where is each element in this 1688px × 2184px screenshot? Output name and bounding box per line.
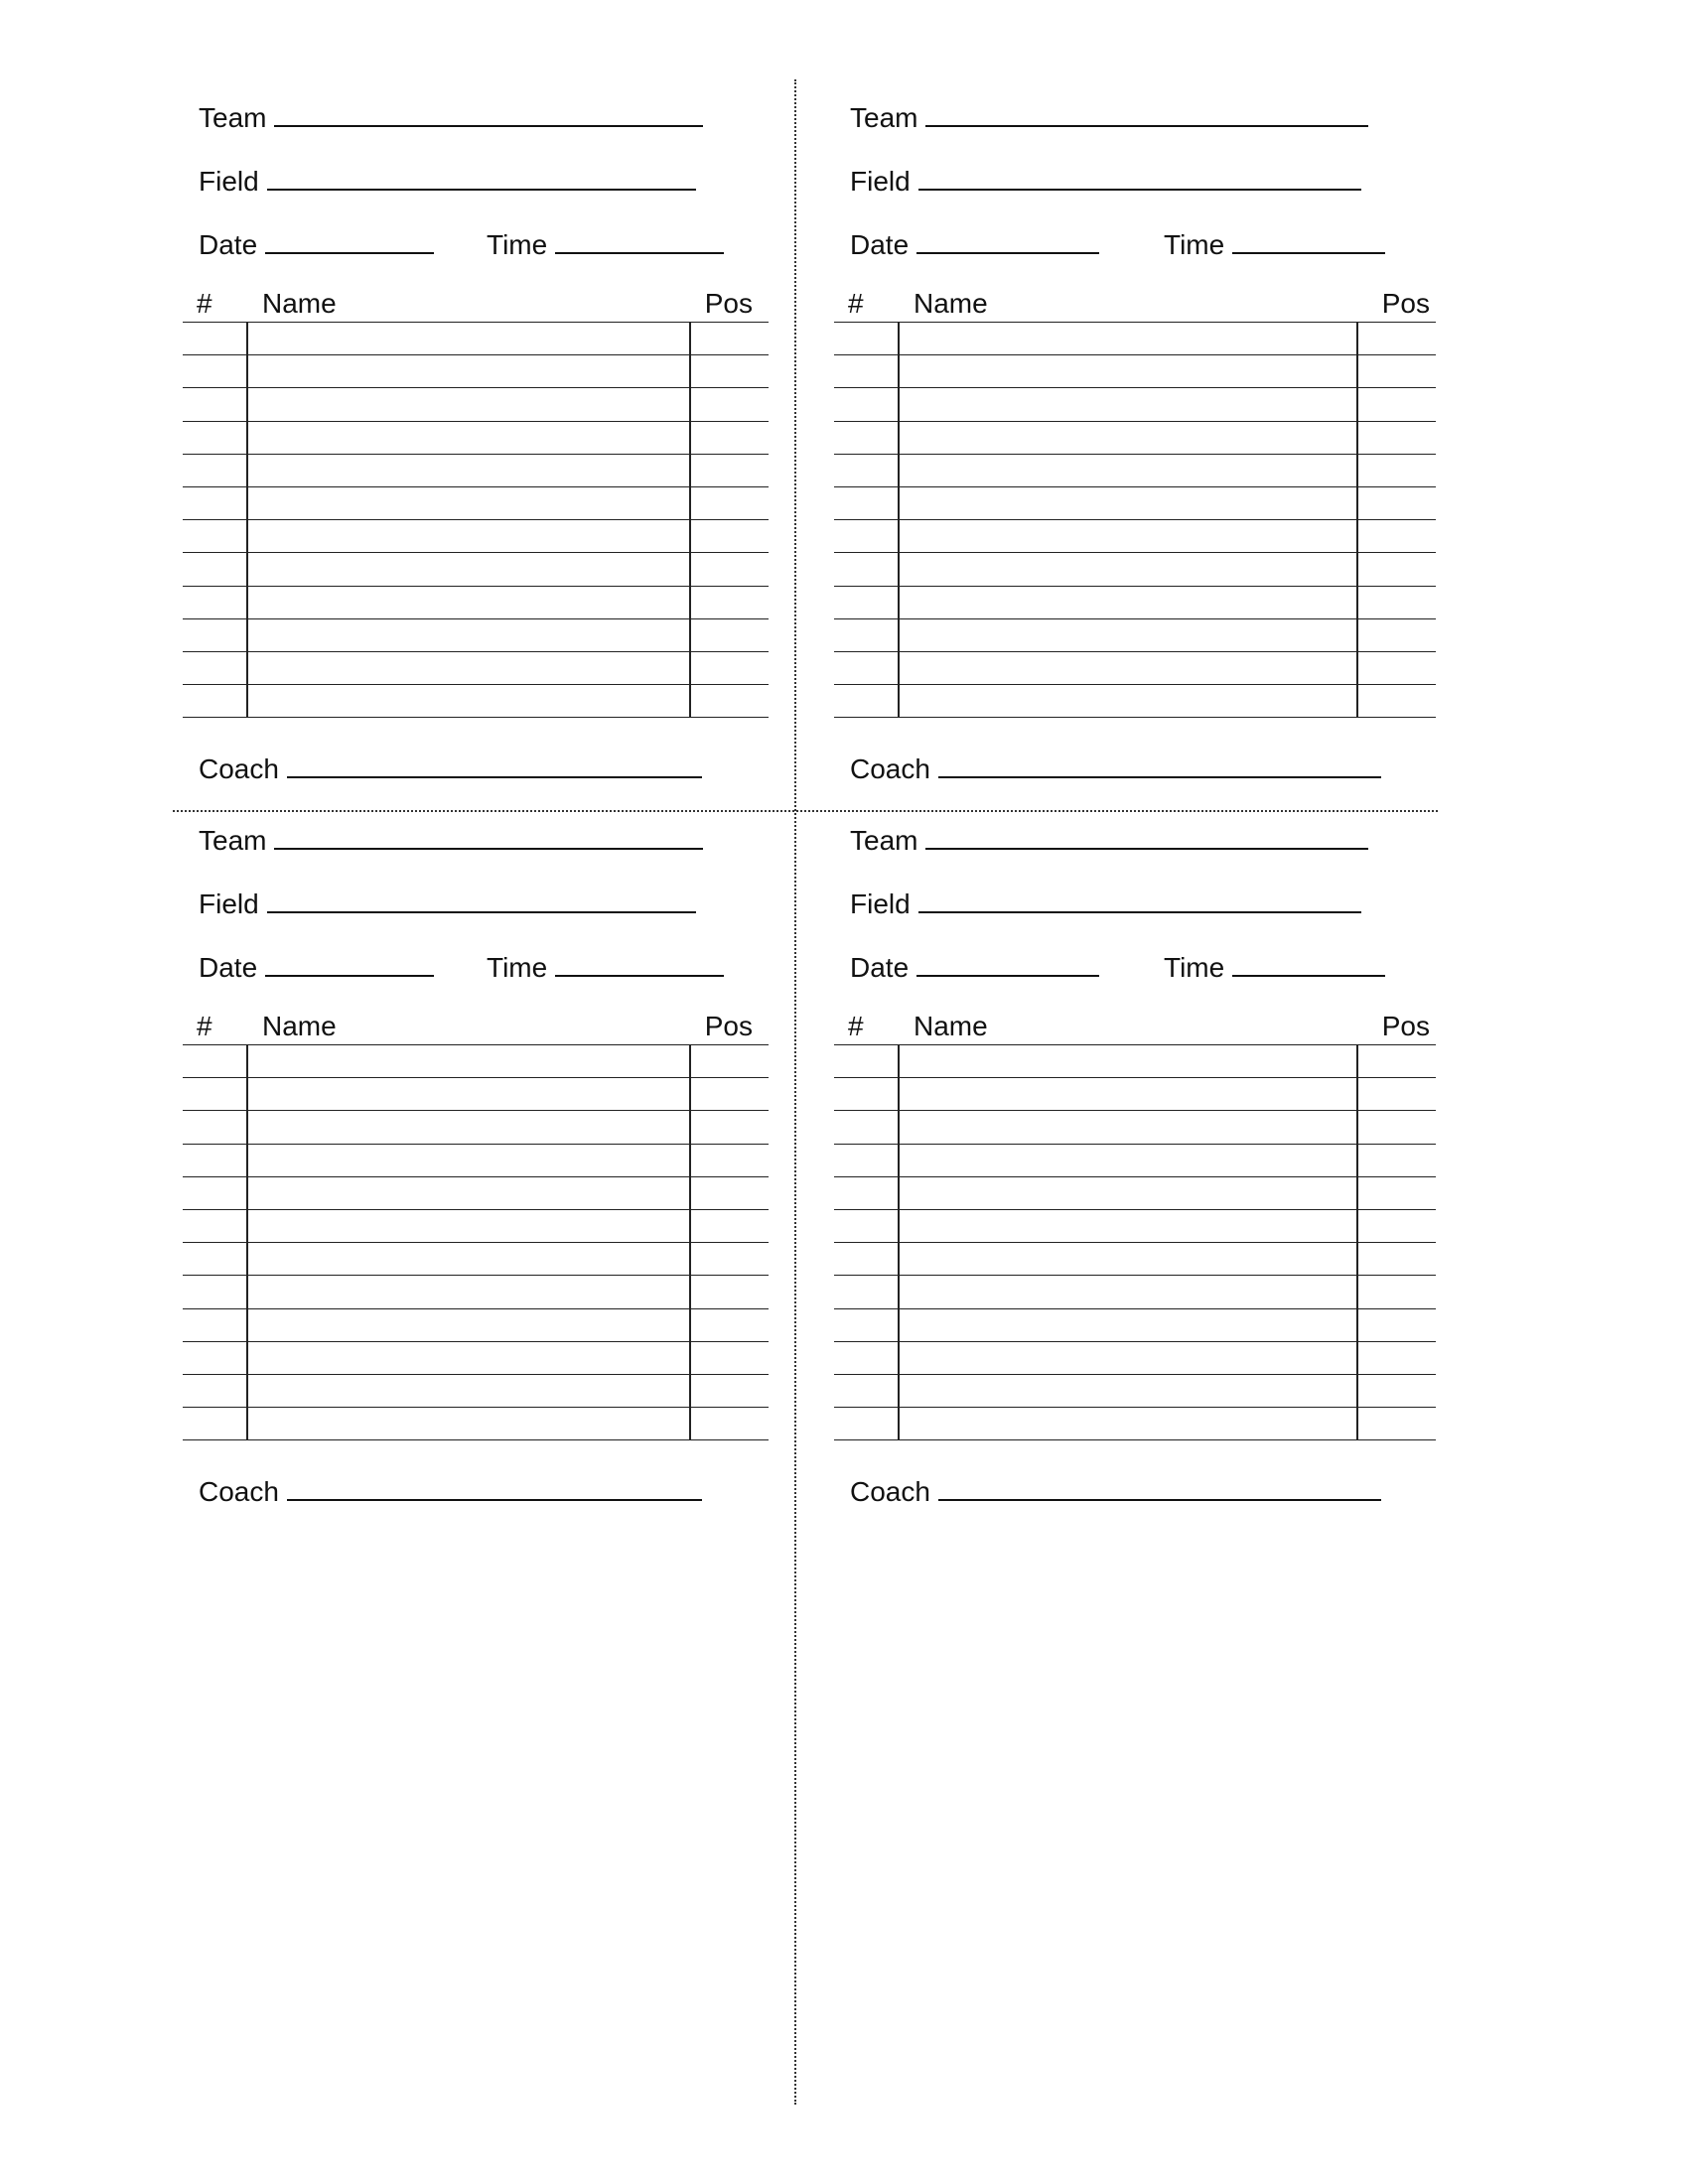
- roster-row-line: [834, 454, 1436, 455]
- roster-row-line: [183, 1407, 769, 1408]
- vertical-cut-line: [794, 79, 796, 2105]
- roster-grid[interactable]: [183, 1044, 769, 1439]
- roster-row-line: [834, 486, 1436, 487]
- time-label: Time: [1164, 229, 1225, 260]
- roster-column-line: [246, 1044, 248, 1439]
- field-row: [850, 886, 1361, 920]
- roster-row-line: [183, 1044, 769, 1045]
- roster-row-line: [834, 1308, 1436, 1309]
- coach-row: [199, 1473, 702, 1508]
- date-label: Date: [850, 952, 910, 983]
- date-row: [850, 949, 1099, 984]
- coach-label: Coach: [850, 1476, 930, 1507]
- roster-row-line: [834, 1242, 1436, 1243]
- roster-row-line: [834, 618, 1436, 619]
- team-blank[interactable]: [925, 822, 1368, 850]
- coach-label: Coach: [850, 753, 930, 784]
- time-row: [1164, 949, 1385, 984]
- roster-row-line: [834, 1176, 1436, 1177]
- column-header-name: Name: [262, 1011, 337, 1041]
- team-field-row: [850, 822, 1368, 857]
- team-blank[interactable]: [925, 99, 1368, 127]
- team-field-row: [199, 99, 703, 134]
- time-row: [487, 226, 724, 261]
- date-label: Date: [199, 229, 258, 260]
- roster-row-line: [183, 1110, 769, 1111]
- roster-row-line: [834, 1439, 1436, 1440]
- coach-blank[interactable]: [938, 1473, 1381, 1501]
- roster-row-line: [834, 1144, 1436, 1145]
- date-blank[interactable]: [916, 949, 1099, 977]
- roster-row-line: [183, 454, 769, 455]
- field-label: Field: [199, 166, 259, 197]
- roster-row-line: [183, 1209, 769, 1210]
- roster-row-line: [834, 1407, 1436, 1408]
- column-header-number: #: [848, 288, 864, 319]
- coach-row: [850, 1473, 1381, 1508]
- coach-row: [850, 751, 1381, 785]
- roster-row-line: [834, 421, 1436, 422]
- roster-column-line: [898, 1044, 900, 1439]
- coach-blank[interactable]: [938, 751, 1381, 778]
- column-header-name: Name: [262, 288, 337, 319]
- roster-column-line: [898, 322, 900, 717]
- roster-row-line: [183, 684, 769, 685]
- roster-row-line: [834, 1044, 1436, 1045]
- time-blank[interactable]: [555, 226, 724, 254]
- column-header-name: Name: [914, 1011, 988, 1041]
- date-label: Date: [850, 229, 910, 260]
- lineup-card-top-right: [834, 95, 1430, 810]
- field-blank[interactable]: [267, 886, 696, 913]
- field-row: [850, 163, 1361, 198]
- coach-label: Coach: [199, 753, 279, 784]
- roster-row-line: [834, 651, 1436, 652]
- lineup-card-bottom-right: [834, 818, 1430, 1533]
- roster-row-line: [183, 1341, 769, 1342]
- time-label: Time: [1164, 952, 1225, 983]
- date-row: [199, 949, 434, 984]
- column-header-number: #: [848, 1011, 864, 1041]
- roster-row-line: [183, 486, 769, 487]
- roster-row-line: [183, 1275, 769, 1276]
- team-label: Team: [850, 825, 918, 856]
- roster-row-line: [183, 1242, 769, 1243]
- coach-blank[interactable]: [287, 751, 702, 778]
- coach-blank[interactable]: [287, 1473, 702, 1501]
- column-header-number: #: [197, 288, 212, 319]
- roster-column-line: [689, 322, 691, 717]
- roster-row-line: [834, 552, 1436, 553]
- date-row: [199, 226, 434, 261]
- roster-row-line: [834, 1341, 1436, 1342]
- roster-row-line: [183, 586, 769, 587]
- date-row: [850, 226, 1099, 261]
- roster-row-line: [183, 651, 769, 652]
- roster-row-line: [183, 552, 769, 553]
- roster-row-line: [834, 1077, 1436, 1078]
- field-row: [199, 886, 696, 920]
- time-row: [1164, 226, 1385, 261]
- roster-row-line: [834, 717, 1436, 718]
- roster-grid[interactable]: [183, 322, 769, 717]
- time-label: Time: [487, 229, 548, 260]
- field-blank[interactable]: [918, 163, 1361, 191]
- date-blank[interactable]: [265, 226, 434, 254]
- coach-label: Coach: [199, 1476, 279, 1507]
- column-header-name: Name: [914, 288, 988, 319]
- field-label: Field: [850, 166, 911, 197]
- column-header-pos: Pos: [704, 1011, 753, 1041]
- roster-row-line: [183, 519, 769, 520]
- time-row: [487, 949, 724, 984]
- roster-row-line: [834, 586, 1436, 587]
- roster-row-line: [834, 1374, 1436, 1375]
- date-blank[interactable]: [265, 949, 434, 977]
- column-header-pos: Pos: [1381, 1011, 1430, 1041]
- team-label: Team: [199, 825, 267, 856]
- roster-row-line: [183, 1144, 769, 1145]
- horizontal-cut-line: [173, 810, 1438, 812]
- roster-column-line: [1356, 322, 1358, 717]
- team-field-row: [199, 822, 703, 857]
- time-blank[interactable]: [555, 949, 724, 977]
- team-label: Team: [199, 102, 267, 133]
- roster-row-line: [834, 1110, 1436, 1111]
- field-blank[interactable]: [918, 886, 1361, 913]
- roster-row-line: [183, 1176, 769, 1177]
- roster-row-line: [183, 421, 769, 422]
- roster-row-line: [834, 354, 1436, 355]
- team-blank[interactable]: [274, 99, 703, 127]
- roster-row-line: [834, 519, 1436, 520]
- field-blank[interactable]: [267, 163, 696, 191]
- roster-row-line: [834, 387, 1436, 388]
- roster-column-line: [1356, 1044, 1358, 1439]
- roster-column-line: [689, 1044, 691, 1439]
- roster-row-line: [183, 1308, 769, 1309]
- roster-column-line: [246, 322, 248, 717]
- column-header-number: #: [197, 1011, 212, 1041]
- roster-row-line: [183, 322, 769, 323]
- roster-row-line: [183, 354, 769, 355]
- team-blank[interactable]: [274, 822, 703, 850]
- roster-row-line: [834, 684, 1436, 685]
- roster-grid[interactable]: [834, 1044, 1436, 1439]
- roster-row-line: [834, 1275, 1436, 1276]
- roster-row-line: [183, 1077, 769, 1078]
- field-label: Field: [850, 888, 911, 919]
- field-row: [199, 163, 696, 198]
- time-label: Time: [487, 952, 548, 983]
- roster-grid[interactable]: [834, 322, 1436, 717]
- roster-row-line: [183, 387, 769, 388]
- lineup-card-top-left: [183, 95, 778, 810]
- team-field-row: [850, 99, 1368, 134]
- date-blank[interactable]: [916, 226, 1099, 254]
- roster-row-line: [183, 1374, 769, 1375]
- column-header-pos: Pos: [704, 288, 753, 319]
- time-blank[interactable]: [1232, 226, 1385, 254]
- roster-row-line: [183, 1439, 769, 1440]
- time-blank[interactable]: [1232, 949, 1385, 977]
- coach-row: [199, 751, 702, 785]
- date-label: Date: [199, 952, 258, 983]
- roster-row-line: [834, 322, 1436, 323]
- field-label: Field: [199, 888, 259, 919]
- roster-row-line: [183, 618, 769, 619]
- team-label: Team: [850, 102, 918, 133]
- roster-row-line: [183, 717, 769, 718]
- lineup-card-bottom-left: [183, 818, 778, 1533]
- roster-row-line: [834, 1209, 1436, 1210]
- column-header-pos: Pos: [1381, 288, 1430, 319]
